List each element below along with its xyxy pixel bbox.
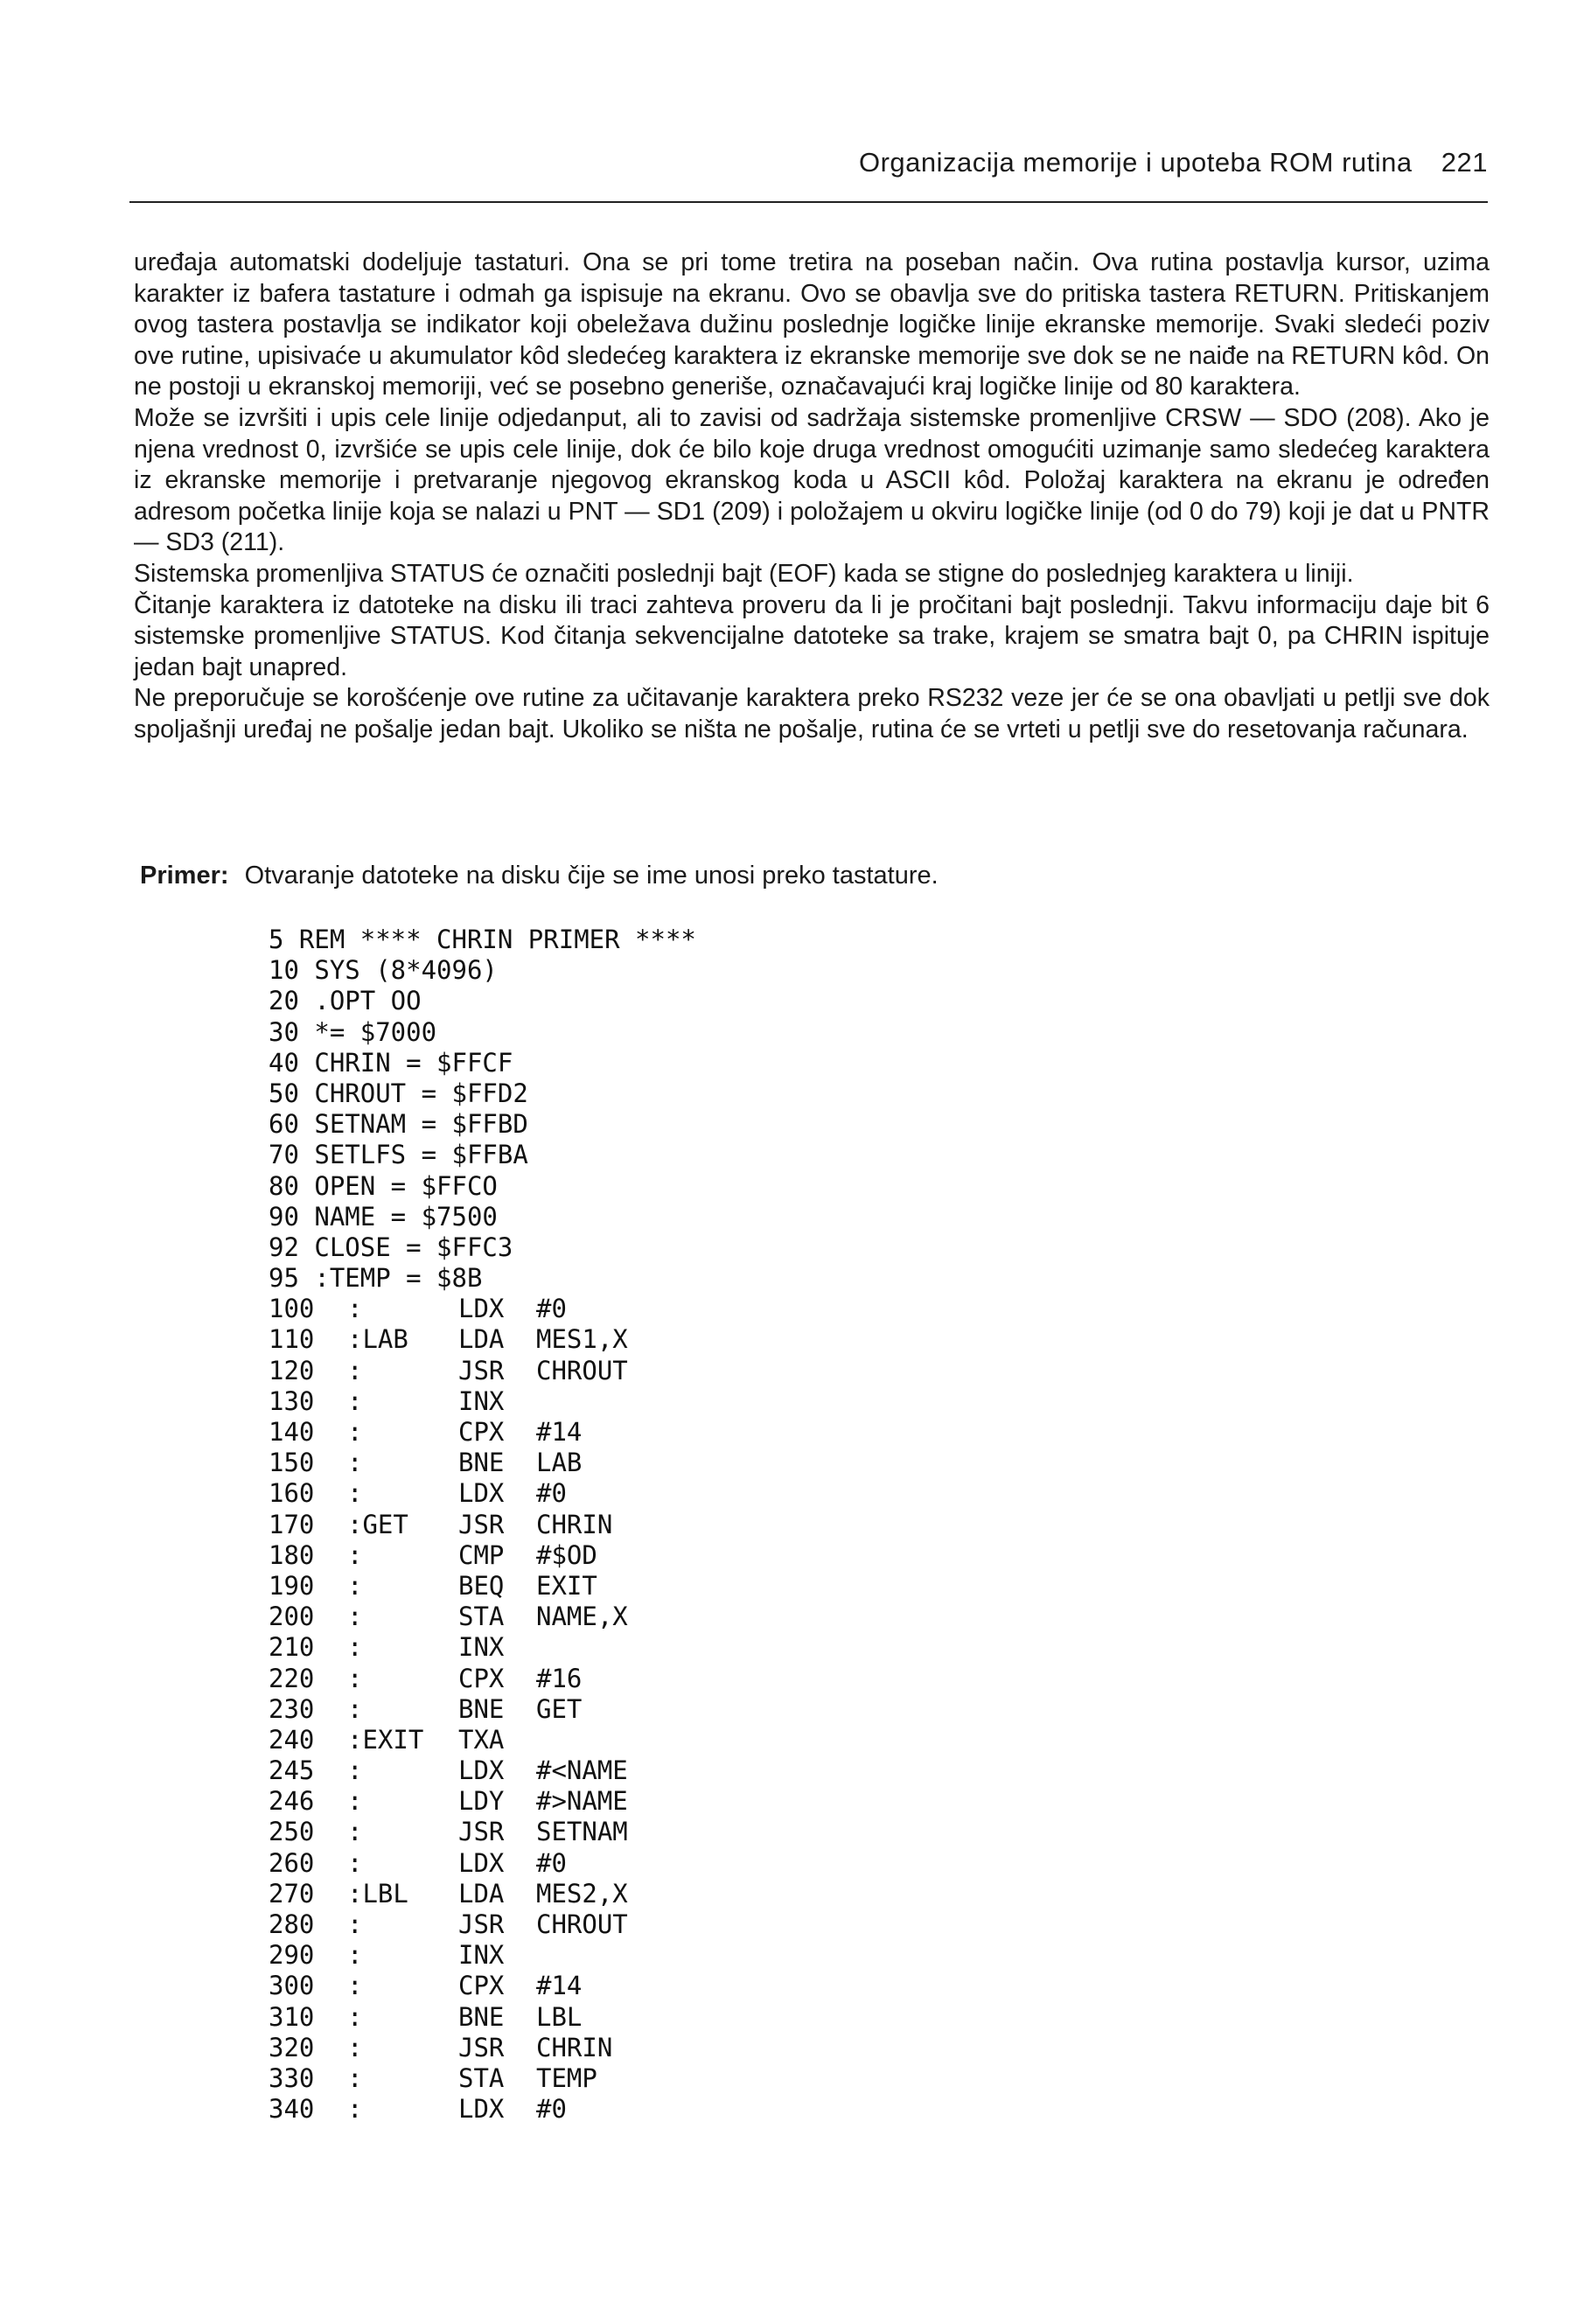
code-label: : xyxy=(347,1478,363,1509)
code-opcode: JSR xyxy=(458,1817,505,1847)
line-number: 240 xyxy=(269,1724,315,1755)
code-label: : xyxy=(347,1755,363,1786)
header-title: Organizacija memorije i upoteba ROM rutina xyxy=(858,147,1413,178)
code-label: : xyxy=(347,1786,363,1817)
code-line xyxy=(269,1510,696,1540)
code-label: : xyxy=(347,1570,363,1601)
code-operand: MES2,X xyxy=(536,1878,628,1909)
code-line: 95 :TEMP = $8B xyxy=(269,1263,483,1294)
code-line: 60 SETNAM = $FFBD xyxy=(269,1109,528,1140)
line-number: 310 xyxy=(269,2001,315,2032)
code-operand: EXIT xyxy=(536,1570,597,1601)
line-number: 170 xyxy=(269,1509,315,1539)
code-opcode: BNE xyxy=(458,1693,505,1724)
code-line xyxy=(269,1448,696,1478)
code-opcode: LDX xyxy=(458,1294,505,1324)
code-line xyxy=(269,1848,696,1879)
code-label: :GET xyxy=(347,1509,408,1539)
code-label: : xyxy=(347,1294,363,1324)
paragraph: Može se izvršiti i upis cele linije odjedanput, ali to zavisi od sadržaja sistemske promenljive CRSW — SDO (208). Ako je njena vrednost 0, izvršiće se upis cele linije, dok će bilo koje druga vrednost omogućiti uzimanje samo sledećeg karaktera iz ekranske memorije i pretvaranje njegovog ekranskog koda u ASCII kôd. Položaj karaktera na ekranu je određen adresom početka linije koja se nalazi u PNT — SD1 (209) i položajem u okviru logičke linije (od 0 do 79) koji je dat u PNTR — SD3 (211). xyxy=(134,403,1490,557)
code-label: : xyxy=(347,1847,363,1878)
line-number: 340 xyxy=(269,2094,315,2125)
code-opcode: CPX xyxy=(458,1663,505,1693)
code-label: : xyxy=(347,1817,363,1847)
code-operand: #0 xyxy=(536,1478,567,1509)
code-opcode: LDA xyxy=(458,1878,505,1909)
code-operand: TEMP xyxy=(536,2062,597,2093)
code-line xyxy=(269,1540,696,1571)
line-number: 290 xyxy=(269,1940,315,1971)
code-opcode: STA xyxy=(458,2062,505,2093)
code-line xyxy=(269,1417,696,1448)
code-line xyxy=(269,1755,696,1786)
code-line xyxy=(269,2033,696,2063)
code-line xyxy=(269,1602,696,1632)
code-line: 5 REM **** CHRIN PRIMER **** xyxy=(269,925,696,954)
code-opcode: STA xyxy=(458,1602,505,1632)
example-text: Otvaranje datoteke na disku čije se ime unosi preko tastature. xyxy=(244,862,939,890)
code-line xyxy=(269,1324,696,1355)
code-operand: LAB xyxy=(536,1448,583,1478)
code-line xyxy=(269,1478,696,1509)
line-number: 180 xyxy=(269,1539,315,1570)
code-label: : xyxy=(347,2032,363,2062)
line-number: 190 xyxy=(269,1570,315,1601)
code-operand: #14 xyxy=(536,1971,583,2001)
code-opcode: LDY xyxy=(458,1786,505,1817)
code-line: 80 OPEN = $FFCO xyxy=(269,1170,498,1201)
code-line: 70 SETLFS = $FFBA xyxy=(269,1140,528,1170)
code-opcode: LDX xyxy=(458,1755,505,1786)
code-line xyxy=(269,1386,696,1417)
code-operand: #<NAME xyxy=(536,1755,628,1786)
code-label: : xyxy=(347,1909,363,1939)
code-operand: CHROUT xyxy=(536,1355,628,1385)
code-opcode: LDA xyxy=(458,1324,505,1355)
running-header xyxy=(129,147,1488,178)
code-line xyxy=(269,1909,696,1940)
line-number: 100 xyxy=(269,1294,315,1324)
code-operand: #16 xyxy=(536,1663,583,1693)
code-label: : xyxy=(347,1539,363,1570)
line-number: 230 xyxy=(269,1693,315,1724)
example-heading xyxy=(140,862,939,890)
line-number: 250 xyxy=(269,1817,315,1847)
code-label: : xyxy=(347,1663,363,1693)
line-number: 160 xyxy=(269,1478,315,1509)
code-opcode: LDX xyxy=(458,1847,505,1878)
line-number: 200 xyxy=(269,1602,315,1632)
line-number: 120 xyxy=(269,1355,315,1385)
code-line: 10 SYS (8*4096) xyxy=(269,955,498,986)
paragraph: uređaja automatski dodeljuje tastaturi. Ona se pri tome tretira na poseban način. Ova rutina postavlja kursor, uzima karakter iz bafera tastature i odmah ga ispisuje na ekranu. Ovo se obavlja sve do pritiska tastera RETURN. Pritiskanjem ovog tastera postavlja se indikator koji obeležava dužinu poslednje logičke linije ekranske memorije. Svaki sledeći poziv ove rutine, upisivaće u akumulator kôd sledećeg karaktera iz ekranske memorije sve dok se ne naiđe na RETURN kôd. On ne postoji u ekranskoj memoriji, već se posebno generiše, označavajući kraj logičke linije od 80 karaktera. xyxy=(134,248,1490,401)
code-opcode: JSR xyxy=(458,1355,505,1385)
code-line xyxy=(269,2002,696,2033)
code-line xyxy=(269,1664,696,1694)
code-operand: #>NAME xyxy=(536,1786,628,1817)
paragraph: Čitanje karaktera iz datoteke na disku ili traci zahteva proveru da li je pročitani bajt poslednji. Takvu informaciju daje bit 6 sistemske promenljive STATUS. Kod čitanja sekvencijalne datoteke sa trake, krajem se smatra bajt 0, pa CHRIN ispituje jedan bajt unapred. xyxy=(134,590,1490,681)
code-operand: CHROUT xyxy=(536,1909,628,1939)
code-label: : xyxy=(347,1940,363,1971)
code-label: : xyxy=(347,1385,363,1416)
code-opcode: JSR xyxy=(458,2032,505,2062)
line-number: 330 xyxy=(269,2062,315,2093)
code-opcode: INX xyxy=(458,1940,505,1971)
code-opcode: JSR xyxy=(458,1909,505,1939)
code-operand: CHRIN xyxy=(536,1509,613,1539)
code-operand: NAME,X xyxy=(536,1602,628,1632)
code-line: 90 NAME = $7500 xyxy=(269,1201,498,1232)
code-opcode: TXA xyxy=(458,1724,505,1755)
code-line xyxy=(269,1940,696,1971)
code-label: : xyxy=(347,1355,363,1385)
line-number: 140 xyxy=(269,1417,315,1447)
code-label: :LBL xyxy=(347,1878,408,1909)
code-operand: MES1,X xyxy=(536,1324,628,1355)
line-number: 260 xyxy=(269,1847,315,1878)
code-label: : xyxy=(347,1417,363,1447)
body-text xyxy=(134,248,1490,746)
code-line xyxy=(269,1725,696,1755)
code-opcode: INX xyxy=(458,1632,505,1663)
code-opcode: JSR xyxy=(458,1509,505,1539)
code-opcode: CPX xyxy=(458,1417,505,1447)
code-operand: #$OD xyxy=(536,1539,597,1570)
line-number: 220 xyxy=(269,1663,315,1693)
code-opcode: BNE xyxy=(458,2001,505,2032)
line-number: 130 xyxy=(269,1385,315,1416)
code-label: : xyxy=(347,1632,363,1663)
code-label: :LAB xyxy=(347,1324,408,1355)
line-number: 320 xyxy=(269,2032,315,2062)
code-label: : xyxy=(347,2094,363,2125)
line-number: 210 xyxy=(269,1632,315,1663)
code-operand: #0 xyxy=(536,2094,567,2125)
code-line xyxy=(269,2063,696,2094)
code-opcode: BNE xyxy=(458,1448,505,1478)
code-operand: #0 xyxy=(536,1294,567,1324)
example-label: Primer: xyxy=(140,862,229,890)
code-line: 92 CLOSE = $FFC3 xyxy=(269,1232,513,1262)
code-label: : xyxy=(347,2001,363,2032)
code-line xyxy=(269,1817,696,1847)
code-operand: CHRIN xyxy=(536,2032,613,2062)
code-opcode: LDX xyxy=(458,1478,505,1509)
code-line xyxy=(269,2094,696,2125)
line-number: 280 xyxy=(269,1909,315,1939)
code-line xyxy=(269,1971,696,2001)
code-line xyxy=(269,1356,696,1386)
code-line xyxy=(269,1294,696,1324)
code-label: : xyxy=(347,2062,363,2093)
code-label: : xyxy=(347,1602,363,1632)
code-line xyxy=(269,1786,696,1817)
code-listing xyxy=(269,925,696,2125)
line-number: 246 xyxy=(269,1786,315,1817)
code-operand: GET xyxy=(536,1693,583,1724)
code-operand: LBL xyxy=(536,2001,583,2032)
code-line xyxy=(269,1879,696,1909)
header-rule xyxy=(129,201,1488,203)
paragraph: Ne preporučuje se korošćenje ove rutine za učitavanje karaktera preko RS232 veze jer će se ona obavljati u petlji sve dok spoljašnji uređaj ne pošalje jedan bajt. Ukoliko se ništa ne pošalje, rutina će se vrteti u petlji sve do resetovanja računara. xyxy=(134,684,1490,743)
code-line xyxy=(269,1694,696,1725)
code-operand: #14 xyxy=(536,1417,583,1447)
code-opcode: LDX xyxy=(458,2094,505,2125)
code-label: :EXIT xyxy=(347,1724,424,1755)
line-number: 300 xyxy=(269,1971,315,2001)
code-line xyxy=(269,1632,696,1663)
code-line: 30 *= $7000 xyxy=(269,1016,437,1047)
code-line: 50 CHROUT = $FFD2 xyxy=(269,1078,528,1108)
line-number: 110 xyxy=(269,1324,315,1355)
code-label: : xyxy=(347,1693,363,1724)
code-line: 40 CHRIN = $FFCF xyxy=(269,1047,513,1078)
line-number: 150 xyxy=(269,1448,315,1478)
code-opcode: BEQ xyxy=(458,1570,505,1601)
code-line xyxy=(269,1571,696,1602)
code-line: 20 .OPT OO xyxy=(269,986,422,1016)
code-opcode: CMP xyxy=(458,1539,505,1570)
code-operand: #0 xyxy=(536,1847,567,1878)
code-operand: SETNAM xyxy=(536,1817,628,1847)
code-opcode: CPX xyxy=(458,1971,505,2001)
code-label: : xyxy=(347,1448,363,1478)
line-number: 245 xyxy=(269,1755,315,1786)
code-label: : xyxy=(347,1971,363,2001)
line-number: 270 xyxy=(269,1878,315,1909)
paragraph: Sistemska promenljiva STATUS će označiti poslednji bajt (EOF) kada se stigne do poslednjeg karaktera u liniji. xyxy=(134,559,1354,588)
code-opcode: INX xyxy=(458,1385,505,1416)
page-number: 221 xyxy=(1441,147,1488,178)
